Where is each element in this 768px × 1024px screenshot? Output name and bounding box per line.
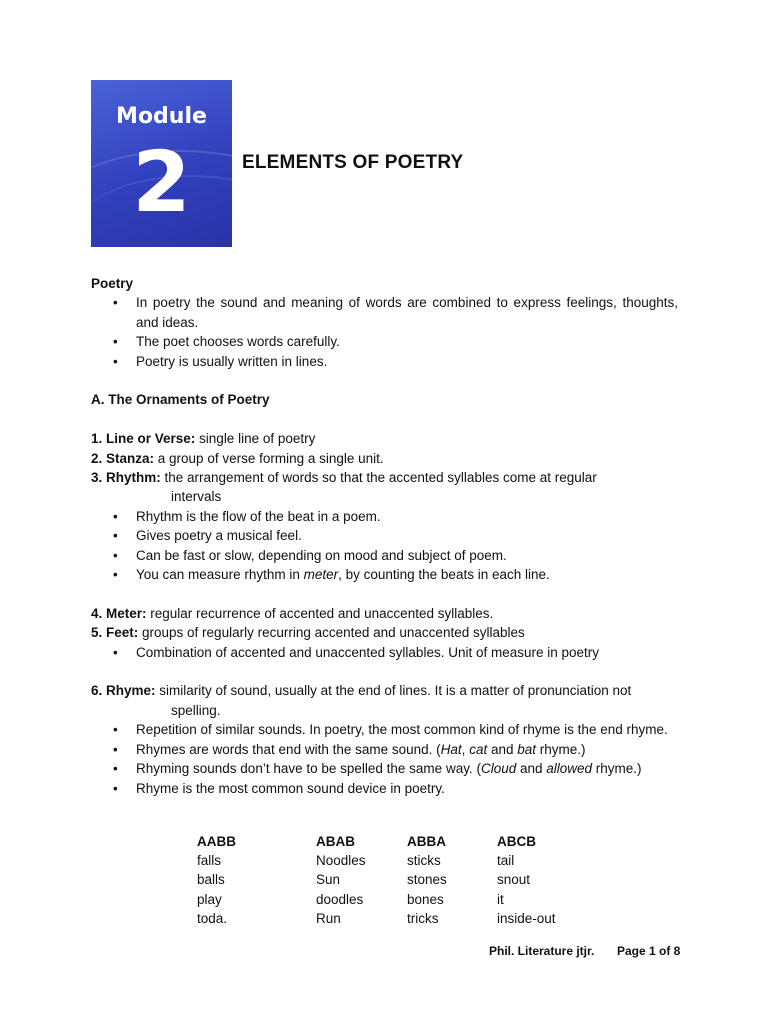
footer-course: Phil. Literature jtjr. [489, 944, 595, 958]
table-cell: tail [497, 853, 515, 869]
scheme-column [197, 832, 236, 928]
table-cell: doodles [316, 891, 364, 907]
rhyme-continuation: spelling. [171, 702, 221, 718]
column-header: ABCB [497, 834, 536, 849]
section-a-heading: A. The Ornaments of Poetry [91, 392, 270, 408]
definition: single line of poetry [195, 431, 316, 447]
item-stanza [91, 449, 678, 468]
definition: the arrangement of words so that the accented syllables come at regular [160, 470, 597, 486]
table-cell: sticks [407, 853, 441, 869]
item-meter [91, 604, 678, 623]
term: 3. Rhythm: [91, 470, 161, 486]
list-item [91, 565, 678, 584]
column-header: ABBA [407, 834, 446, 849]
table-cell: it [497, 891, 504, 907]
term: 1. Line or Verse: [91, 431, 196, 447]
text: You can measure rhythm in [136, 567, 304, 583]
emphasis: bat [517, 741, 537, 757]
text: Rhymes are words that end with the same sound. ( [136, 741, 441, 757]
module-number: 2 [132, 133, 191, 231]
list-item: • Combination of accented and unaccented syllables. Unit of measure in poetry [91, 643, 678, 662]
table-cell: Sun [316, 872, 341, 888]
emphasis: allowed [546, 761, 593, 777]
definition: groups of regularly recurring accented and unaccented syllables [138, 625, 525, 641]
table-cell: Noodles [316, 853, 366, 869]
list-item: • Poetry is usually written in lines. [91, 352, 678, 371]
list-item [91, 759, 678, 778]
emphasis: Hat [440, 741, 462, 757]
emphasis: meter [303, 567, 339, 583]
column-header: AABB [197, 834, 236, 849]
table-cell: toda. [197, 910, 228, 926]
rhythm-continuation: intervals [171, 489, 222, 505]
list-item: • Rhyme is the most common sound device in poetry. [91, 779, 678, 798]
text: and [487, 741, 518, 757]
document-body [91, 274, 678, 798]
table-cell: snout [497, 872, 531, 888]
table-cell: Run [316, 910, 341, 926]
rhythm-bullets [91, 507, 678, 585]
text: and [516, 761, 547, 777]
column-header: ABAB [316, 834, 355, 849]
emphasis: cat [469, 741, 488, 757]
item-line-verse [91, 429, 678, 448]
list-item: • Can be fast or slow, depending on mood and subject of poem. [91, 546, 678, 565]
item-rhythm [91, 468, 678, 487]
text: rhyme.) [592, 761, 642, 777]
item-rhyme [91, 681, 678, 700]
scheme-column [407, 832, 447, 928]
poetry-heading: Poetry [91, 276, 134, 291]
item-feet [91, 623, 678, 642]
list-item: • Repetition of similar sounds. In poetry, the most common kind of rhyme is the end rhyme. [91, 720, 678, 739]
list-item: • The poet chooses words carefully. [91, 332, 678, 351]
term: 6. Rhyme: [91, 683, 156, 699]
module-word: Module [116, 104, 207, 129]
scheme-column [497, 832, 556, 928]
text: , [461, 741, 470, 757]
module-badge [91, 80, 232, 247]
table-cell: falls [197, 853, 222, 869]
term: 4. Meter: [91, 605, 147, 621]
definition: regular recurrence of accented and unaccented syllables. [146, 605, 494, 621]
text: rhyme.) [536, 741, 586, 757]
rhyme-bullets [91, 720, 678, 798]
emphasis: Cloud [480, 761, 517, 777]
list-item: • Rhythm is the flow of the beat in a poem. [91, 507, 678, 526]
table-cell: balls [197, 872, 225, 888]
definition: a group of verse forming a single unit. [154, 450, 384, 466]
scheme-column [316, 832, 366, 928]
text: , by counting the beats in each line. [338, 567, 550, 583]
list-item: • Gives poetry a musical feel. [91, 526, 678, 545]
list-item: • In poetry the sound and meaning of words are combined to express feelings, thoughts, and ideas. [91, 293, 678, 332]
poetry-bullets [91, 293, 678, 371]
list-item [91, 740, 678, 759]
footer-page-number: Page 1 of 8 [617, 944, 681, 958]
table-cell: stones [407, 872, 447, 888]
page-title: ELEMENTS OF POETRY [242, 152, 464, 173]
text: Rhyming sounds don’t have to be spelled the same way. ( [136, 761, 481, 777]
feet-bullets [91, 643, 678, 662]
table-cell: bones [407, 891, 444, 907]
term: 5. Feet: [91, 625, 139, 641]
term: 2. Stanza: [91, 450, 155, 466]
table-cell: play [197, 891, 222, 907]
definition: similarity of sound, usually at the end of lines. It is a matter of pronunciation not [155, 683, 632, 699]
table-cell: inside-out [497, 910, 556, 926]
table-cell: tricks [407, 910, 439, 926]
